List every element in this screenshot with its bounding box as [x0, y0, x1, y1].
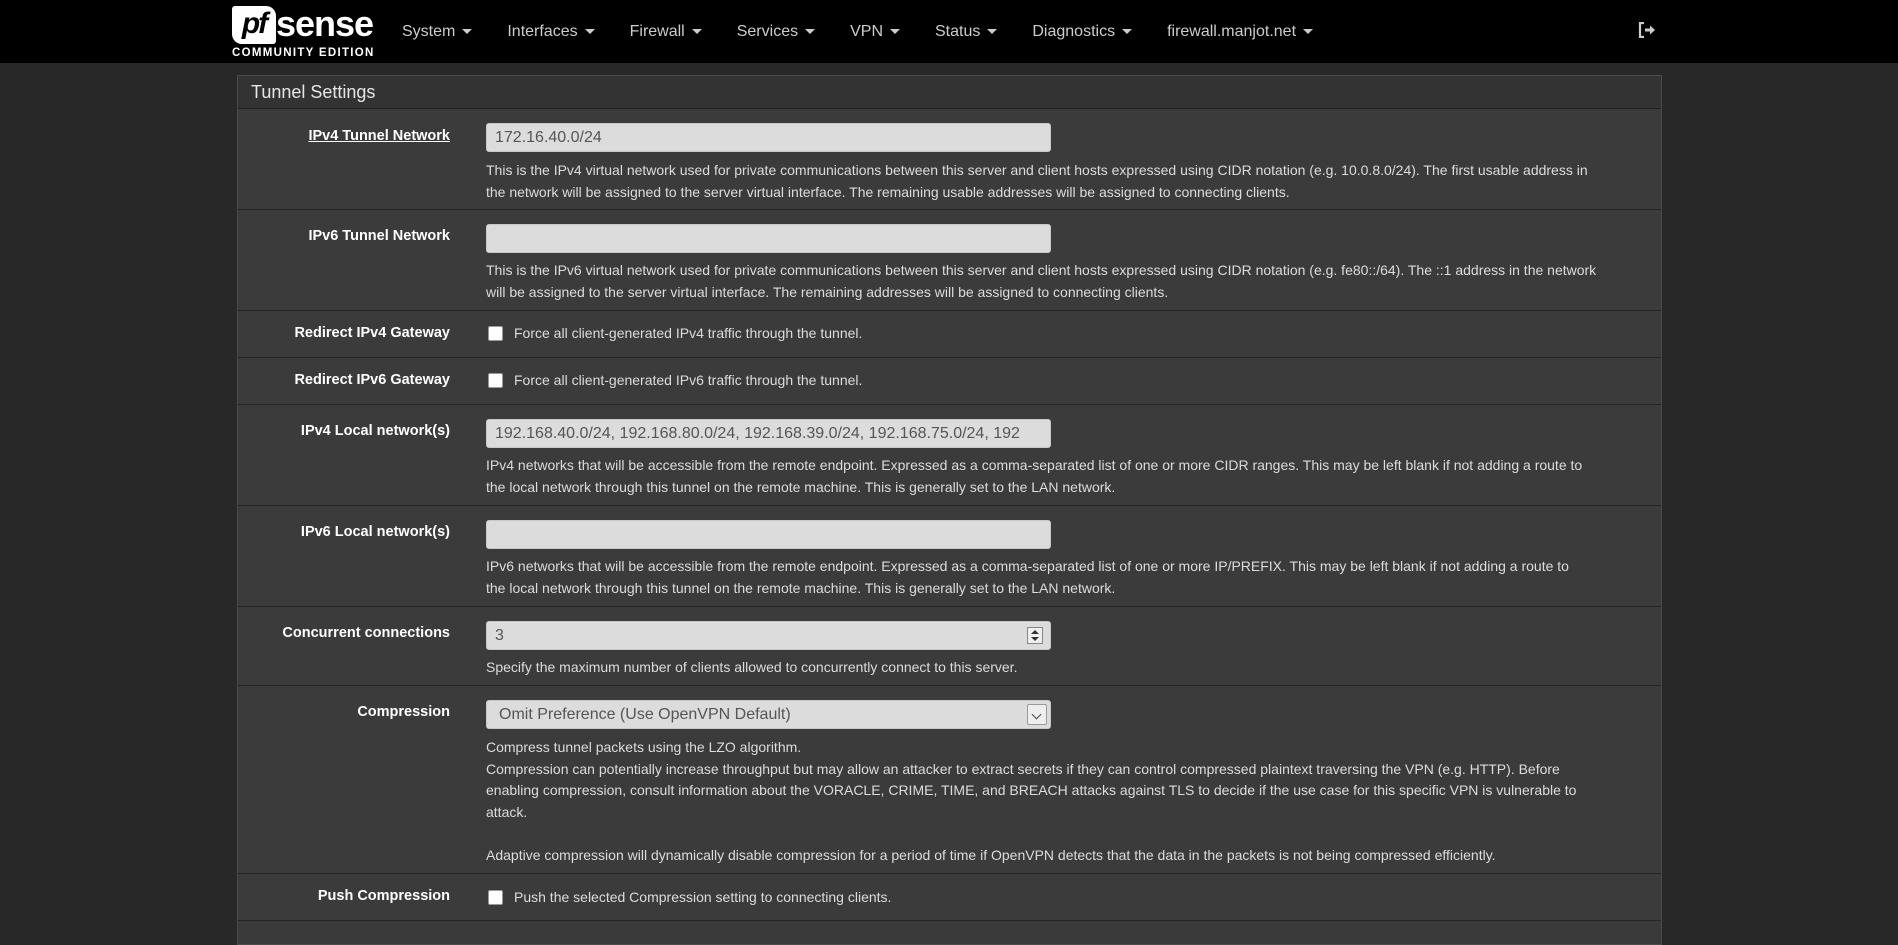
ipv6-tunnel-network-label: IPv6 Tunnel Network [308, 228, 450, 244]
redirect-ipv6-gateway-label: Redirect IPv6 Gateway [294, 372, 450, 388]
ipv4-local-networks-help [486, 455, 1655, 498]
compression-selected-value: Omit Preference (Use OpenVPN Default) [499, 706, 791, 723]
help-spacer [486, 823, 1655, 845]
caret-down-icon [692, 29, 702, 34]
menu-interfaces[interactable] [491, 0, 613, 63]
help-line: enabling compression, consult information about the VORACLE, CRIME, TIME, and BREACH attacks against TLS to decide if the use case for this specific VPN is vulnerable to [486, 782, 1577, 798]
help-line: IPv6 networks that will be accessible from the remote endpoint. Expressed as a comma-separated list of one or more IP/PREFIX. This may be left blank if not adding a route to [486, 558, 1569, 574]
caret-down-icon [585, 29, 595, 34]
menu-system-label: System [402, 23, 456, 40]
main-menu [386, 0, 1332, 63]
ipv4-tunnel-network-input[interactable]: 172.16.40.0/24 [486, 123, 1051, 152]
menu-status[interactable] [919, 0, 1016, 63]
push-compression-text: Push the selected Compression setting to connecting clients. [514, 889, 892, 905]
menu-interfaces-label: Interfaces [507, 23, 578, 40]
row-push-compression [238, 874, 1661, 921]
menu-firewall[interactable] [614, 0, 721, 63]
row-ipv6-local-networks [238, 506, 1661, 607]
row-redirect-ipv4-gateway [238, 311, 1661, 358]
menu-diagnostics[interactable] [1016, 0, 1151, 63]
caret-down-icon [1303, 29, 1313, 34]
logo-sense-text: sense [276, 3, 374, 44]
ipv6-tunnel-network-help [486, 260, 1655, 303]
redirect-ipv6-gateway-checkbox[interactable] [488, 373, 503, 388]
caret-down-icon [462, 29, 472, 34]
redirect-ipv6-gateway-option[interactable] [486, 372, 862, 388]
compression-label: Compression [357, 704, 450, 720]
help-line: IPv4 networks that will be accessible from the remote endpoint. Expressed as a comma-separated list of one or more CIDR ranges. This may be left blank if not adding a route to [486, 457, 1583, 473]
push-compression-option[interactable] [486, 889, 891, 905]
menu-firewall-label: Firewall [629, 23, 685, 40]
pfsense-logo[interactable] [232, 3, 375, 60]
ipv6-tunnel-network-input[interactable] [486, 224, 1051, 253]
ipv6-local-networks-help [486, 556, 1655, 599]
row-compression [238, 686, 1661, 874]
help-line: Compress tunnel packets using the LZO algorithm. [486, 739, 802, 755]
concurrent-connections-input[interactable] [486, 621, 1051, 650]
tunnel-settings-panel [237, 75, 1662, 945]
help-line: Compression can potentially increase throughput but may allow an attacker to extract secrets if they can control compressed plaintext traversing the VPN (e.g. HTTP). Before [486, 760, 1560, 777]
ipv6-local-networks-input[interactable] [486, 520, 1051, 549]
menu-hostname[interactable] [1151, 0, 1332, 63]
compression-help [486, 737, 1655, 866]
redirect-ipv4-gateway-option[interactable] [486, 325, 862, 341]
caret-down-icon [890, 29, 900, 34]
help-line: This is the IPv4 virtual network used for private communications between this server and client hosts expressed using CIDR notation (e.g. 10.0.8.0/24). The first usable address in [486, 162, 1588, 178]
spinner-arrows-icon[interactable] [1027, 627, 1043, 644]
menu-services[interactable] [721, 0, 834, 63]
logo-pf-mark: pf [232, 6, 276, 44]
help-line: will be assigned to the server virtual interface. The remaining addresses will be assigned to connecting clients. [486, 283, 1169, 300]
help-line: the network will be assigned to the server virtual interface. The remaining usable addresses will be assigned to connecting clients. [486, 183, 1290, 200]
row-ipv6-tunnel-network [238, 210, 1661, 311]
row-redirect-ipv6-gateway [238, 358, 1661, 405]
push-compression-label: Push Compression [317, 888, 450, 904]
chevron-down-icon [1027, 704, 1047, 725]
row-concurrent-connections [238, 607, 1661, 686]
logo-edition-text: COMMUNITY EDITION [232, 47, 375, 59]
redirect-ipv4-gateway-checkbox[interactable] [488, 326, 503, 341]
ipv4-local-networks-input[interactable]: 192.168.40.0/24, 192.168.80.0/24, 192.168.39.0/24, 192.168.75.0/24, 192 [486, 419, 1051, 448]
help-line: the local network through this tunnel on the remote machine. This is generally set to the LAN network. [486, 478, 1116, 495]
row-ipv4-tunnel-network [238, 109, 1661, 210]
menu-status-label: Status [935, 23, 981, 40]
help-line: Adaptive compression will dynamically disable compression for a period of time if OpenVPN detects that the data in the packets is not being compressed efficiently. [486, 846, 1496, 863]
concurrent-connections-value: 3 [495, 627, 504, 644]
help-line: attack. [486, 803, 528, 820]
concurrent-connections-label: Concurrent connections [282, 625, 450, 641]
menu-vpn[interactable] [834, 0, 919, 63]
ipv4-tunnel-network-help [486, 160, 1655, 203]
ipv4-local-networks-label: IPv4 Local network(s) [300, 423, 450, 439]
menu-system[interactable] [386, 0, 491, 63]
compression-select[interactable] [486, 700, 1051, 729]
help-line: This is the IPv6 virtual network used for private communications between this server and client hosts expressed using CIDR notation (e.g. fe80::/64). The ::1 address in the network [486, 262, 1597, 278]
redirect-ipv4-gateway-text: Force all client-generated IPv4 traffic through the tunnel. [514, 325, 863, 341]
menu-diagnostics-label: Diagnostics [1032, 23, 1116, 40]
panel-title: Tunnel Settings [238, 76, 1661, 109]
help-line: the local network through this tunnel on the remote machine. This is generally set to the LAN network. [486, 579, 1116, 596]
menu-services-label: Services [736, 23, 799, 40]
redirect-ipv6-gateway-text: Force all client-generated IPv6 traffic through the tunnel. [514, 372, 863, 388]
top-navbar [0, 0, 1898, 63]
logout-icon[interactable] [1638, 22, 1658, 40]
caret-down-icon [987, 29, 997, 34]
caret-down-icon [1122, 29, 1132, 34]
push-compression-checkbox[interactable] [488, 890, 503, 905]
menu-vpn-label: VPN [850, 23, 883, 40]
menu-hostname-label: firewall.manjot.net [1167, 23, 1297, 40]
concurrent-connections-help: Specify the maximum number of clients allowed to concurrently connect to this server. [486, 659, 1018, 675]
ipv6-local-networks-label: IPv6 Local network(s) [300, 524, 450, 540]
row-ipv4-local-networks [238, 405, 1661, 506]
redirect-ipv4-gateway-label: Redirect IPv4 Gateway [294, 325, 450, 341]
ipv4-tunnel-network-label[interactable]: IPv4 Tunnel Network [308, 128, 450, 144]
caret-down-icon [805, 29, 815, 34]
